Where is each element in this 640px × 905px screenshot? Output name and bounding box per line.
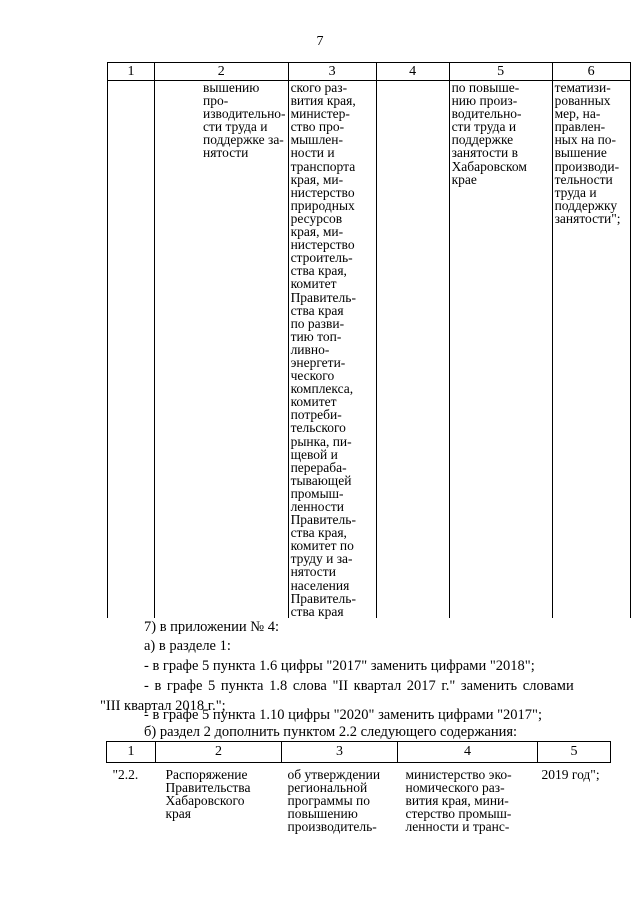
paragraph-appendix: 7) в приложении № 4: (144, 619, 279, 635)
paragraph-item-1-8-continued: "III квартал 2018 г."; (100, 698, 226, 714)
table-cell: министерство эко- номического раз- вития края, мини- стерство промыш- ленности и транс- (405, 767, 512, 835)
column-header-2: 2 (155, 63, 289, 81)
column-header-2: 2 (156, 742, 282, 763)
paragraph-section-2: б) раздел 2 дополнить пунктом 2.2 следующего содержания: (144, 724, 518, 740)
paragraph-item-1-8: - в графе 5 пункта 1.8 слова "II квартал 2017 г." заменить словами (144, 678, 574, 694)
column-header-1: 1 (107, 742, 156, 763)
table-cell: тематизи- рованных мер, на- правлен- ных на по- вышение производи- тельности труда и поддержку занятости"; (552, 81, 630, 618)
table-cell: вышению про- изводительно- сти труда и поддержке за- нятости (155, 81, 289, 618)
column-header-1: 1 (108, 63, 155, 81)
table-row (107, 763, 611, 904)
table-cell: 2019 год"; (541, 767, 600, 782)
column-header-6: 6 (552, 63, 630, 81)
column-header-3: 3 (288, 63, 376, 81)
table-header-row (108, 63, 631, 81)
paragraph-section-1: а) в разделе 1: (144, 638, 231, 654)
table-cell: Распоряжение Правительства Хабаровского края (165, 767, 251, 822)
column-header-5: 5 (538, 742, 611, 763)
page-number: 7 (316, 34, 324, 49)
table-continuation (107, 62, 631, 618)
column-header-3: 3 (282, 742, 398, 763)
table-header-row (107, 742, 611, 763)
table-new-item (106, 741, 611, 903)
table-cell: по повыше- нию произ- водительно- сти труда и поддержке занятости в Хабаровском крае (449, 81, 552, 618)
table-cell: "2.2. (112, 767, 139, 782)
column-header-5: 5 (449, 63, 552, 81)
column-header-4: 4 (398, 742, 538, 763)
table-row (108, 81, 631, 618)
table-cell (376, 81, 449, 618)
paragraph-item-1-6: - в графе 5 пункта 1.6 цифры "2017" заменить цифрами "2018"; (144, 658, 535, 674)
table-cell: ского раз- вития края, министер- ство про- мышлен- ности и транспорта края, ми- нистерство природных ресурсов края, ми- нистерство строитель- ства края, комитет Правитель- ства края по разви- тию топ- ливно- энергети- ческого комплекса, комитет потреби- тельского рынка, пи- щевой и перераба- тывающей промыш- ленности Правитель- ства края, комитет по труду и за- нятости населения Правитель- ства края (288, 81, 376, 618)
table-cell (108, 81, 155, 618)
column-header-4: 4 (376, 63, 449, 81)
table-cell: об утверждении региональной программы по повышению производитель- (287, 767, 381, 835)
paragraph-item-1-10: - в графе 5 пункта 1.10 цифры "2020" заменить цифрами "2017"; (144, 707, 542, 723)
